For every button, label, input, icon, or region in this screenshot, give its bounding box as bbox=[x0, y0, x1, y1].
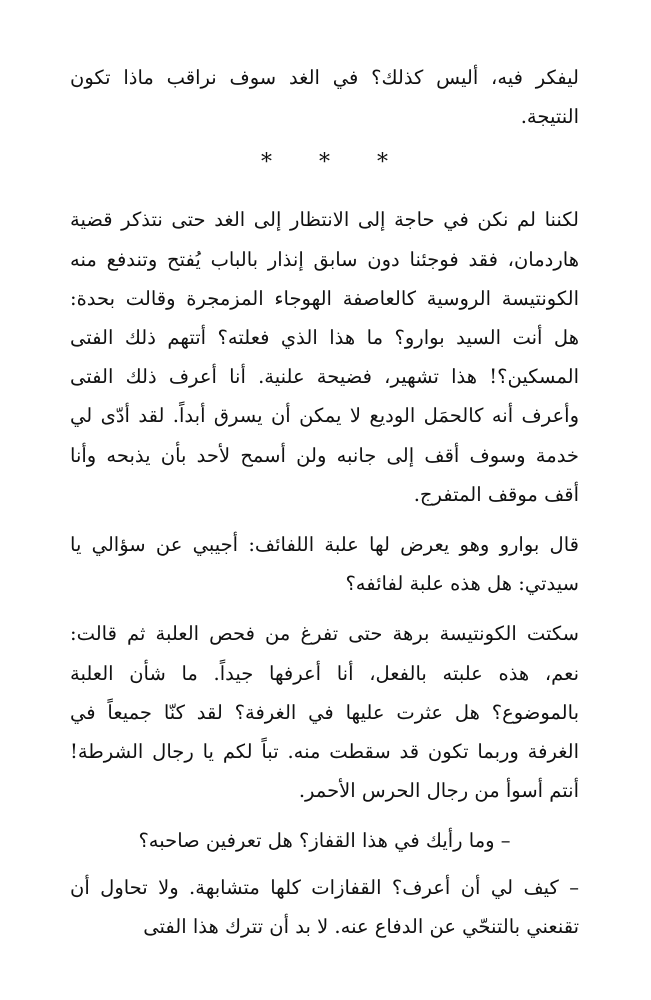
paragraph-1: ليفكر فيه، أليس كذلك؟ في الغد سوف نراقب ماذا تكون النتيجة. bbox=[70, 66, 579, 129]
section-separator: * * * bbox=[261, 150, 408, 176]
dialogue-line-2: – كيف لي أن أعرف؟ القفازات كلها متشابهة. ولا تحاول أن تقنعني بالتنحّي عن الدفاع عنه. لا بد أن تترك هذا الفتى bbox=[70, 875, 579, 938]
dialogue-line-1: – وما رأيك في هذا القفاز؟ هل تعرفين صاحبه؟ bbox=[138, 829, 511, 853]
paragraph-2: لكننا لم نكن في حاجة إلى الانتظار إلى الغد حتى نتذكر قضية هاردمان، فقد فوجئنا دون سابق إنذار بالباب يُفتح وتندفع منه الكونتيسة الروسية كالعاصفة الهوجاء المزمجرة وقالت بحدة: هل أنت السيد بوارو؟ ما هذا الذي فعلته؟ أتتهم ذلك الفتى المسكين؟! هذا تشهير، فضيحة علنية. أنا أعرف ذلك الفتى وأعرف أنه كالحمَل الوديع لا يمكن أن يسرق أبداً. لقد أدّى لي خدمة وسوف أقف إلى جانبه ولن أسمح لأحد بأن يذبحه وأنا أقف موقف المتفرج. bbox=[70, 208, 579, 506]
paragraph-3: قال بوارو وهو يعرض لها علبة اللفائف: أجيبي عن سؤالي يا سيدتي: هل هذه علبة لفائفه؟ bbox=[70, 533, 579, 596]
paragraph-4: سكتت الكونتيسة برهة حتى تفرغ من فحص العلبة ثم قالت: نعم، هذه علبته بالفعل، أنا أعرفها جيداً. ما شأن العلبة بالموضوع؟ هل عثرت عليها في الغرفة؟ لقد كنّا جميعاً في الغرفة وربما تكون قد سقطت منه. تباً لكم يا رجال الشرطة! أنتم أسوأ من رجال الحرس الأحمر. bbox=[70, 622, 579, 803]
